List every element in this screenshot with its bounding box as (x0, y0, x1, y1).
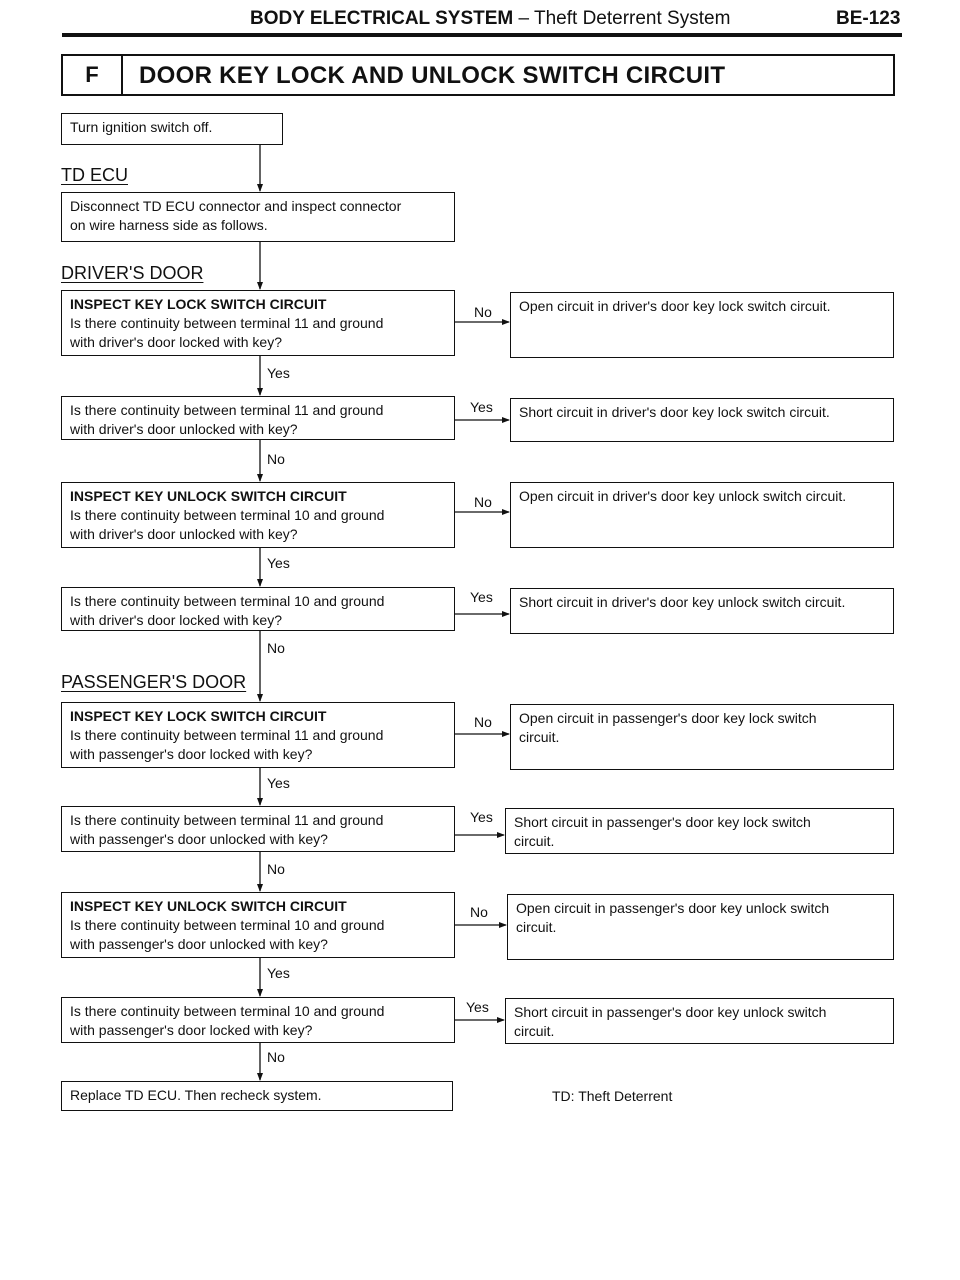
disconnect-line2: on wire harness side as follows. (70, 217, 268, 233)
question-box (61, 587, 455, 631)
question-box (61, 702, 455, 768)
header-section-title: BODY ELECTRICAL SYSTEM (250, 8, 514, 29)
question-title: INSPECT KEY LOCK SWITCH CIRCUIT (70, 296, 327, 312)
question-line1: Is there continuity between terminal 11 and ground (70, 812, 384, 828)
result-line1: Short circuit in passenger's door key lock switch (514, 814, 811, 830)
result-line2: circuit. (514, 833, 555, 849)
question-title: INSPECT KEY LOCK SWITCH CIRCUIT (70, 708, 327, 724)
result-box (507, 894, 894, 960)
result-line2: circuit. (514, 1023, 555, 1039)
question-line2: with passenger's door locked with key? (70, 1022, 313, 1038)
question-line2: with driver's door locked with key? (70, 334, 282, 350)
branch-label: Yes (470, 809, 493, 825)
question-line2: with driver's door unlocked with key? (70, 526, 298, 542)
question-title: INSPECT KEY UNLOCK SWITCH CIRCUIT (70, 898, 347, 914)
branch-label: Yes (466, 999, 489, 1015)
question-line1: Is there continuity between terminal 11 and ground (70, 315, 384, 331)
down-label: Yes (267, 965, 290, 981)
question-line1: Is there continuity between terminal 10 and ground (70, 507, 385, 523)
result-box (510, 398, 894, 442)
question-line1: Is there continuity between terminal 11 and ground (70, 402, 384, 418)
question-line2: with passenger's door locked with key? (70, 746, 313, 762)
result-line1: Open circuit in passenger's door key lock switch (519, 710, 817, 726)
start-text: Turn ignition switch off. (70, 119, 213, 135)
header-subtitle: – Theft Deterrent System (513, 8, 731, 29)
question-box (61, 290, 455, 356)
down-label: No (267, 640, 285, 656)
result-line1: Open circuit in passenger's door key unlock switch (516, 900, 830, 916)
branch-label: No (474, 494, 492, 510)
disconnect-box (61, 192, 455, 242)
down-label: No (267, 1049, 285, 1065)
branch-label: No (474, 304, 492, 320)
branch-label: No (474, 714, 492, 730)
result-box (510, 704, 894, 770)
final-box (61, 1081, 453, 1111)
section-letter: F (63, 56, 123, 94)
question-line1: Is there continuity between terminal 10 and ground (70, 917, 385, 933)
down-label: Yes (267, 555, 290, 571)
final-text: Replace TD ECU. Then recheck system. (70, 1087, 322, 1103)
page-number: BE-123 (836, 8, 901, 29)
result-line1: Short circuit in driver's door key lock switch circuit. (519, 404, 830, 420)
result-line1: Short circuit in driver's door key unlock switch circuit. (519, 594, 846, 610)
result-box (510, 292, 894, 358)
question-box (61, 997, 455, 1043)
result-line1: Short circuit in passenger's door key unlock switch (514, 1004, 827, 1020)
question-line2: with driver's door unlocked with key? (70, 421, 298, 437)
footnote: TD: Theft Deterrent (552, 1088, 673, 1104)
question-line2: with passenger's door unlocked with key? (70, 831, 328, 847)
result-line1: Open circuit in driver's door key unlock switch circuit. (519, 488, 847, 504)
start-box (61, 113, 283, 145)
question-box (61, 892, 455, 958)
question-box (61, 806, 455, 852)
question-line1: Is there continuity between terminal 10 and ground (70, 593, 385, 609)
result-box (510, 588, 894, 634)
question-line2: with passenger's door unlocked with key? (70, 936, 328, 952)
question-line1: Is there continuity between terminal 11 and ground (70, 727, 384, 743)
result-box (510, 482, 894, 548)
result-line2: circuit. (519, 729, 560, 745)
down-label: Yes (267, 365, 290, 381)
disconnect-line1: Disconnect TD ECU connector and inspect connector (70, 198, 402, 214)
down-label: No (267, 451, 285, 467)
question-box (61, 396, 455, 440)
question-title: INSPECT KEY UNLOCK SWITCH CIRCUIT (70, 488, 347, 504)
branch-label: No (470, 904, 488, 920)
branch-label: Yes (470, 399, 493, 415)
section-title: DOOR KEY LOCK AND UNLOCK SWITCH CIRCUIT (139, 62, 726, 89)
result-box (505, 998, 894, 1044)
question-line2: with driver's door locked with key? (70, 612, 282, 628)
question-line1: Is there continuity between terminal 10 and ground (70, 1003, 385, 1019)
down-label: No (267, 861, 285, 877)
result-box (505, 808, 894, 854)
down-label: Yes (267, 775, 290, 791)
label-drivers-door: DRIVER'S DOOR (61, 263, 204, 283)
branch-label: Yes (470, 589, 493, 605)
question-box (61, 482, 455, 548)
result-line1: Open circuit in driver's door key lock switch circuit. (519, 298, 831, 314)
label-td-ecu: TD ECU (61, 165, 128, 185)
result-line2: circuit. (516, 919, 557, 935)
label-passengers-door: PASSENGER'S DOOR (61, 672, 247, 692)
